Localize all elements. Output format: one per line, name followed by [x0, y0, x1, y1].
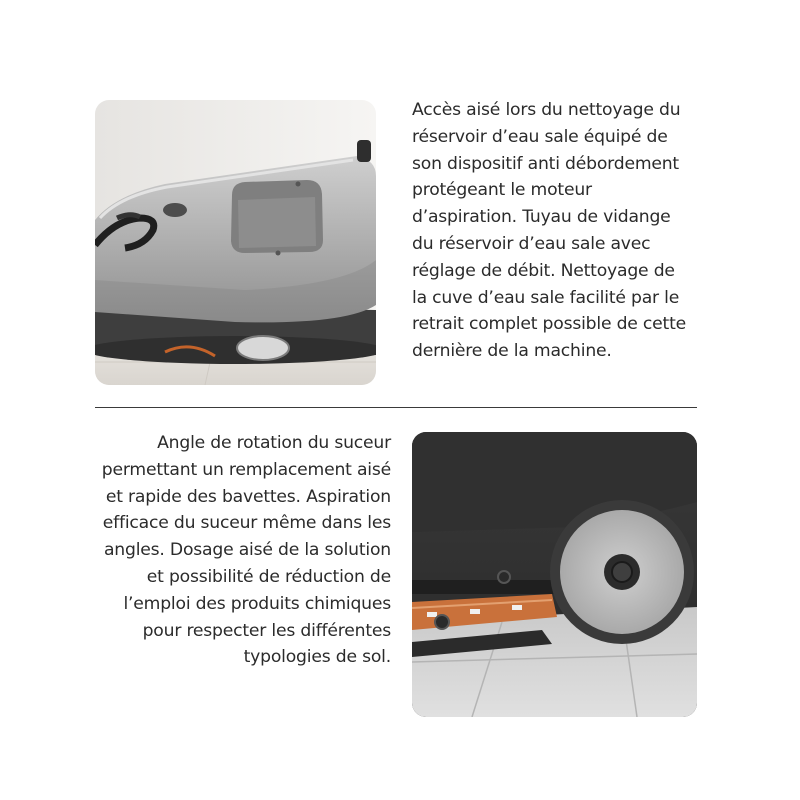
- wheel-squeegee-photo: [412, 432, 697, 717]
- squeegee-description-text: Angle de rotation du suceur permettant un remplacement aisé et rapide des bavettes. Aspiration efficace du suceur même dans les angles. Dosage aisé de la solution et possibilité de réduction de l’emploi des produits chimiques pour respecter les différentes typologies de sol.: [101, 433, 391, 668]
- section-divider: [95, 407, 697, 408]
- dirty-water-tank-photo: [95, 100, 376, 385]
- tank-description-text: Accès aisé lors du nettoyage du réservoir d’eau sale équipé de son dispositif anti débordement protégeant le moteur d’aspiration. Tuyau de vidange du réservoir d’eau sale avec réglage de débit. Nettoyage de la cuve d’eau sale facilité par le retrait complet possible de cette dernière de la machine.: [412, 100, 687, 362]
